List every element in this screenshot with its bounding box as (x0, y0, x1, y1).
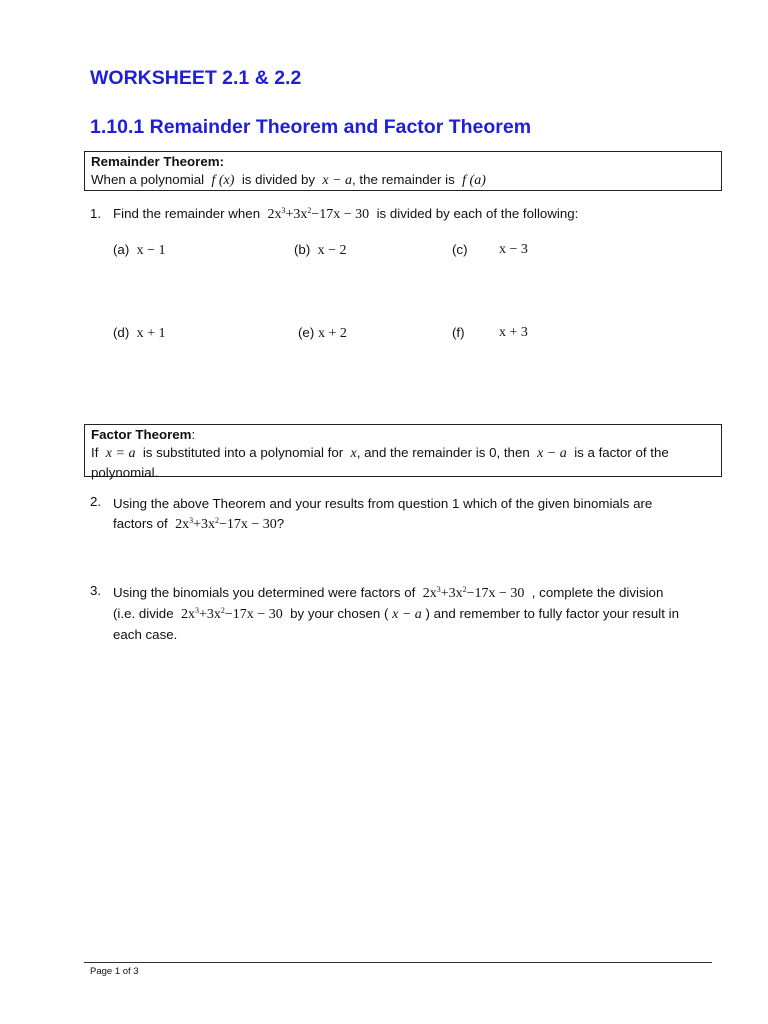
remainder-theorem-box (84, 151, 722, 191)
page-number: Page 1 of 3 (90, 966, 139, 977)
rt-text-2: is divided by (241, 172, 315, 187)
rt-text-1: When a polynomial (91, 172, 205, 187)
poly-term-1: 2x (422, 586, 437, 601)
q1-number: 1. (90, 206, 102, 221)
poly-term-2: +3x (199, 607, 221, 622)
option-label: (c) (452, 242, 468, 257)
q1-option-a (113, 242, 166, 259)
q3-math-x-minus-a: x − a (392, 607, 422, 622)
q3-polynomial-2 (181, 607, 283, 622)
footer-divider (84, 962, 712, 963)
poly-exp-1: 3 (195, 606, 199, 615)
poly-exp-1: 3 (436, 585, 441, 594)
ft-text-4: is a factor of the polynomial. (91, 445, 669, 480)
poly-term-1: 2x (267, 207, 282, 222)
option-label: (b) (294, 242, 311, 257)
factor-theorem-colon: : (191, 427, 196, 442)
poly-exp-2: 2 (307, 206, 312, 215)
factor-theorem-title: Factor Theorem (91, 427, 192, 442)
poly-term-3: −17x − 30 (311, 207, 370, 222)
rt-math-fx: f (x) (211, 173, 235, 188)
remainder-theorem-statement (91, 171, 715, 190)
q3-text-3: (i.e. divide (113, 606, 174, 621)
q2-question-mark: ? (276, 516, 285, 531)
option-expr: x − 2 (317, 243, 347, 258)
option-expr: x + 2 (317, 326, 347, 341)
q2-line-2 (113, 514, 713, 535)
q3-line-1 (113, 583, 713, 604)
poly-exp-2: 2 (220, 606, 225, 615)
q1-text-before: Find the remainder when (113, 206, 261, 221)
q1-polynomial (267, 207, 369, 222)
q3-polynomial-1 (423, 586, 525, 601)
poly-exp-2: 2 (214, 516, 219, 525)
q3-text-4: by your chosen ( (290, 606, 389, 621)
option-label: (d) (113, 325, 130, 340)
poly-exp-1: 3 (189, 516, 194, 525)
q3-line-2 (113, 604, 713, 625)
remainder-theorem-title: Remainder Theorem: (91, 154, 225, 169)
q2-text-before: factors of (113, 516, 168, 531)
poly-term-1: 2x (181, 607, 195, 622)
q2-number: 2. (90, 494, 102, 509)
option-expr: x + 1 (136, 326, 166, 341)
rt-math-fa: f (a) (462, 173, 486, 188)
ft-text-3: , and the remainder is 0, then (356, 445, 530, 460)
q3-text (113, 583, 713, 645)
option-label: (a) (113, 242, 130, 257)
poly-term-3: −17x − 30 (466, 586, 525, 601)
worksheet-title: WORKSHEET 2.1 & 2.2 (90, 67, 302, 89)
poly-term-1: 2x (175, 517, 190, 532)
ft-math-x: x (350, 446, 357, 461)
poly-exp-2: 2 (462, 585, 467, 594)
poly-exp-1: 3 (281, 206, 286, 215)
q1-option-c (452, 242, 528, 257)
section-title: 1.10.1 Remainder Theorem and Factor Theorem (90, 116, 532, 138)
q1-option-b (294, 242, 347, 259)
poly-term-2: +3x (285, 207, 308, 222)
option-label: (e) (298, 325, 315, 340)
ft-math-xa: x = a (105, 446, 136, 461)
q3-text-2: , complete the division (531, 585, 664, 600)
q3-line-3: each case. (113, 627, 178, 642)
poly-term-3: −17x − 30 (224, 607, 283, 622)
q1-text (113, 206, 578, 223)
q1-option-d (113, 325, 166, 342)
q2-line-1: Using the above Theorem and your results from question 1 which of the given binomials are (113, 496, 653, 511)
q3-text-1: Using the binomials you determined were factors of (113, 585, 416, 600)
poly-term-2: +3x (193, 517, 215, 532)
option-label: (f) (452, 325, 465, 340)
ft-text-1: If (91, 445, 99, 460)
factor-theorem-statement (91, 444, 715, 482)
q1-text-after: is divided by each of the following: (376, 206, 579, 221)
rt-math-xa: x − a (322, 173, 353, 188)
factor-theorem-heading (91, 426, 715, 444)
q1-option-e (298, 325, 347, 342)
q1-option-f (452, 325, 528, 340)
ft-text-2: is substituted into a polynomial for (142, 445, 344, 460)
q2-text (113, 494, 713, 535)
factor-theorem-box (84, 424, 722, 480)
poly-term-3: −17x − 30 (218, 517, 277, 532)
q2-polynomial (175, 517, 277, 532)
ft-math-x-minus-a: x − a (537, 446, 567, 461)
rt-text-3: , the remainder is (352, 172, 455, 187)
q3-number: 3. (90, 583, 102, 598)
q3-text-5: ) and remember to fully factor your result in (425, 606, 679, 621)
option-expr: x − 3 (499, 242, 528, 257)
poly-term-2: +3x (440, 586, 463, 601)
option-expr: x − 1 (136, 243, 166, 258)
option-expr: x + 3 (499, 325, 528, 340)
